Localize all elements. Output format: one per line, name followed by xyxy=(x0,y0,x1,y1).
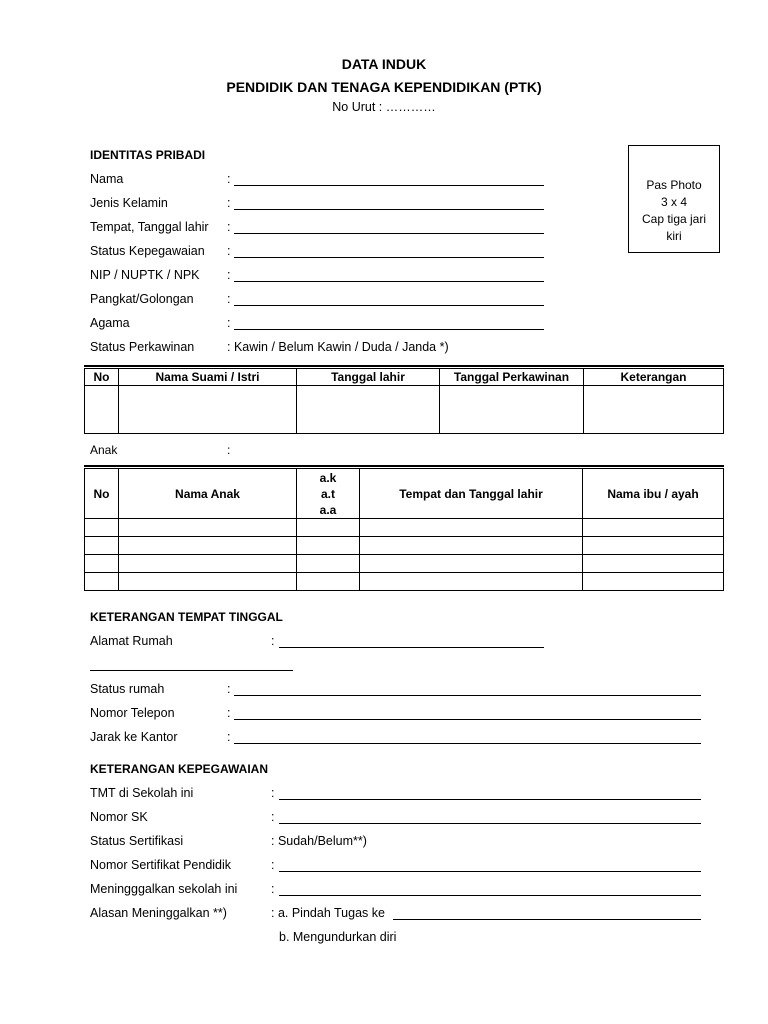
table-cell[interactable] xyxy=(360,537,583,555)
table-cell[interactable] xyxy=(297,555,360,573)
ttl-field[interactable] xyxy=(234,233,544,234)
field-label-jarak-ke-kantor: Jarak ke Kantor xyxy=(90,730,178,744)
table-cell[interactable] xyxy=(360,555,583,573)
alasan-option-a[interactable]: : a. Pindah Tugas ke xyxy=(271,906,385,920)
field-colon: : xyxy=(227,730,231,744)
table-top-rule xyxy=(84,365,724,367)
table-cell[interactable] xyxy=(85,386,119,434)
table-cell[interactable] xyxy=(119,519,297,537)
field-label-nama: Nama xyxy=(90,172,124,186)
status-rumah-field[interactable] xyxy=(234,695,701,696)
column-header-nama-suami-istri: Nama Suami / Istri xyxy=(119,369,297,386)
field-colon: : xyxy=(227,706,231,720)
table-row xyxy=(85,573,724,591)
children-table xyxy=(84,468,724,591)
table-cell[interactable] xyxy=(119,555,297,573)
pangkat-field[interactable] xyxy=(234,305,544,306)
column-header-tanggal-lahir: Tanggal lahir xyxy=(297,369,440,386)
table-cell[interactable] xyxy=(297,537,360,555)
nip-field[interactable] xyxy=(234,281,544,282)
jarak-ke-kantor-field[interactable] xyxy=(234,743,701,744)
field-label-nomor-sertifikat: Nomor Sertifikat Pendidik xyxy=(90,858,232,872)
field-label-anak: Anak xyxy=(90,443,118,457)
field-label-status-rumah: Status rumah xyxy=(90,682,165,696)
table-cell[interactable] xyxy=(583,519,724,537)
table-cell[interactable] xyxy=(297,386,440,434)
column-header-no: No xyxy=(85,469,119,519)
column-header-akatan: a.k a.t a.a xyxy=(297,469,360,519)
field-label-status-perkawinan: Status Perkawinan xyxy=(90,340,195,354)
table-cell[interactable] xyxy=(85,537,119,555)
field-label-pangkat: Pangkat/Golongan xyxy=(90,292,194,306)
field-colon: : xyxy=(271,810,275,824)
agama-field[interactable] xyxy=(234,329,544,330)
photo-box-line: 3 x 4 xyxy=(660,195,687,209)
document-title: DATA INDUK xyxy=(341,56,427,72)
table-cell[interactable] xyxy=(583,573,724,591)
section-heading-kepegawaian: KETERANGAN KEPEGAWAIAN xyxy=(90,762,269,776)
column-header-tanggal-perkawinan: Tanggal Perkawinan xyxy=(440,369,584,386)
photo-box xyxy=(628,145,720,253)
field-label-meninggalkan: Meningggalkan sekolah ini xyxy=(90,882,238,896)
field-colon: : xyxy=(227,682,231,696)
table-cell[interactable] xyxy=(85,555,119,573)
field-label-nip: NIP / NUPTK / NPK xyxy=(90,268,200,282)
table-cell[interactable] xyxy=(360,573,583,591)
field-colon: : xyxy=(227,443,231,457)
nomor-sertifikat-field[interactable] xyxy=(279,871,701,872)
field-label-status-kepegawaian: Status Kepegawaian xyxy=(90,244,205,258)
field-label-alamat-rumah: Alamat Rumah xyxy=(90,634,173,648)
field-colon: : xyxy=(227,220,231,234)
table-row xyxy=(85,555,724,573)
section-heading-tempat-tinggal: KETERANGAN TEMPAT TINGGAL xyxy=(90,610,283,624)
field-label-nomor-sk: Nomor SK xyxy=(90,810,148,824)
column-header-nama-ibu-ayah: Nama ibu / ayah xyxy=(583,469,724,519)
field-colon: : xyxy=(271,858,275,872)
table-cell[interactable] xyxy=(584,386,724,434)
column-header-nama-anak: Nama Anak xyxy=(119,469,297,519)
table-cell[interactable] xyxy=(440,386,584,434)
spouse-table xyxy=(84,368,724,434)
field-colon: : xyxy=(227,172,231,186)
field-colon: : xyxy=(271,786,275,800)
table-row xyxy=(85,537,724,555)
field-colon: : xyxy=(227,268,231,282)
status-sertifikasi-options[interactable]: : Sudah/Belum**) xyxy=(271,834,367,848)
photo-box-line: kiri xyxy=(666,229,682,243)
nomor-sk-field[interactable] xyxy=(279,823,701,824)
field-colon: : xyxy=(271,634,275,648)
table-cell[interactable] xyxy=(360,519,583,537)
field-colon: : xyxy=(227,292,231,306)
field-colon: : xyxy=(227,316,231,330)
table-cell[interactable] xyxy=(119,537,297,555)
table-cell[interactable] xyxy=(85,573,119,591)
alamat-rumah-field[interactable] xyxy=(279,647,544,648)
field-colon: : xyxy=(227,244,231,258)
photo-box-line: Cap tiga jari xyxy=(641,212,707,226)
table-cell[interactable] xyxy=(583,555,724,573)
no-urut: No Urut : ………… xyxy=(332,100,436,114)
table-top-rule xyxy=(84,465,724,467)
photo-box-line: Pas Photo xyxy=(646,178,702,192)
status-kepegawaian-field[interactable] xyxy=(234,257,544,258)
jenis-kelamin-field[interactable] xyxy=(234,209,544,210)
table-row xyxy=(85,386,724,434)
document-subtitle: PENDIDIK DAN TENAGA KEPENDIDIKAN (PTK) xyxy=(226,79,542,95)
pindah-tugas-field[interactable] xyxy=(393,919,701,920)
column-header-keterangan: Keterangan xyxy=(584,369,724,386)
section-heading-identitas: IDENTITAS PRIBADI xyxy=(90,148,206,162)
field-colon: : xyxy=(271,882,275,896)
table-cell[interactable] xyxy=(119,386,297,434)
column-header-tempat-tanggal-lahir: Tempat dan Tanggal lahir xyxy=(360,469,583,519)
table-cell[interactable] xyxy=(297,519,360,537)
field-label-status-sertifikasi: Status Sertifikasi xyxy=(90,834,184,848)
nama-field[interactable] xyxy=(234,185,544,186)
field-colon: : xyxy=(227,196,231,210)
field-label-tmt: TMT di Sekolah ini xyxy=(90,786,194,800)
field-label-jenis-kelamin: Jenis Kelamin xyxy=(90,196,168,210)
column-header-no: No xyxy=(85,369,119,386)
table-cell[interactable] xyxy=(85,519,119,537)
status-perkawinan-options[interactable]: : Kawin / Belum Kawin / Duda / Janda *) xyxy=(227,340,449,354)
alasan-option-b[interactable]: b. Mengundurkan diri xyxy=(279,930,397,944)
table-cell[interactable] xyxy=(583,537,724,555)
field-label-alasan: Alasan Meninggalkan **) xyxy=(90,906,227,920)
alamat-rumah-field-line2[interactable] xyxy=(90,670,293,671)
meninggalkan-field[interactable] xyxy=(279,895,701,896)
nomor-telepon-field[interactable] xyxy=(234,719,701,720)
field-label-nomor-telepon: Nomor Telepon xyxy=(90,706,175,720)
table-cell[interactable] xyxy=(297,573,360,591)
table-row xyxy=(85,519,724,537)
field-label-ttl: Tempat, Tanggal lahir xyxy=(90,220,209,234)
tmt-field[interactable] xyxy=(279,799,701,800)
field-label-agama: Agama xyxy=(90,316,130,330)
table-cell[interactable] xyxy=(119,573,297,591)
